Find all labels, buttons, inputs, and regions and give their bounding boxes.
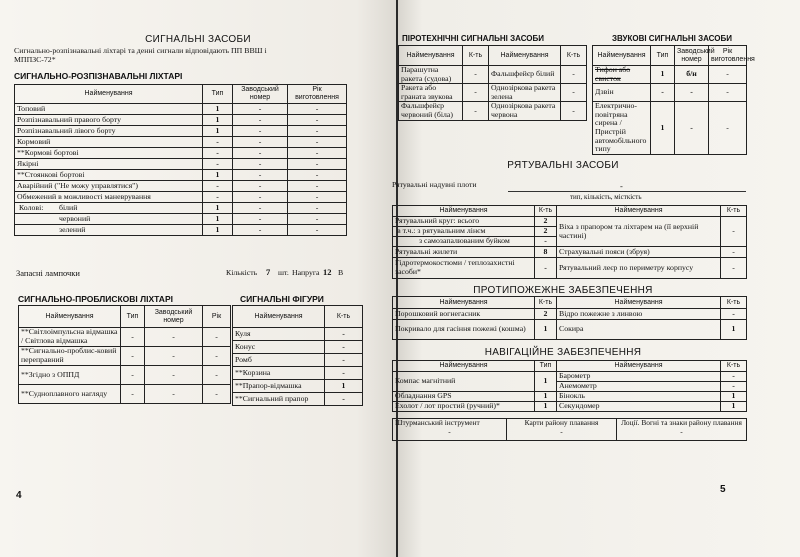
col-header: Найменування xyxy=(393,361,535,372)
col-header: Заводський номер xyxy=(145,306,203,328)
table-cell: в т.ч.: з рятувальним лінєм xyxy=(393,227,535,237)
left-page xyxy=(0,0,396,557)
pyro-heading: ПІРОТЕХНІЧНІ СИГНАЛЬНІ ЗАСОБИ xyxy=(402,34,545,43)
spare-label: Запасні лампочки xyxy=(16,268,80,278)
table-row xyxy=(399,102,587,120)
table-cell: Якірні xyxy=(15,159,203,170)
col-header: К-ть xyxy=(721,206,747,217)
table-cell: - xyxy=(709,66,747,84)
intro-text: Сигнально-розпізнавальні ліхтарі та денні сигнали відповідають ПП ВВШ і МППЗС-72* xyxy=(14,46,267,64)
table-cell: - xyxy=(145,328,203,347)
col-header: Рік виготовлення xyxy=(709,46,747,66)
table-cell: - xyxy=(288,137,347,148)
table-cell: з самозапалюваним буйком xyxy=(393,237,535,247)
table-cell: - xyxy=(561,84,587,102)
table-cell: Анемометр xyxy=(557,382,721,392)
spare-count-label: Кількість xyxy=(226,268,258,277)
table-cell: - xyxy=(288,192,347,203)
spare-unit: шт. xyxy=(278,268,289,277)
col-header: К-ть xyxy=(721,297,747,309)
table-cell: - xyxy=(325,393,363,406)
table-cell: **Сигнально-проблис-ковий переправний xyxy=(19,347,121,366)
table-row xyxy=(19,385,231,404)
table-cell xyxy=(15,225,203,236)
table-cell: 1 xyxy=(203,126,233,137)
table-cell: Секундомер xyxy=(557,402,721,412)
table-cell: - xyxy=(203,148,233,159)
table-cell: - xyxy=(288,170,347,181)
table-cell: Обмежений в можливості маневрування xyxy=(15,192,203,203)
figures-heading: СИГНАЛЬНІ ФІГУРИ xyxy=(240,294,324,304)
table-cell: Покривало для гасіння пожежі (кошма) xyxy=(393,320,535,340)
lights-table xyxy=(14,84,347,236)
table-row xyxy=(233,380,363,393)
table-cell: - xyxy=(145,366,203,385)
color-name: червоний xyxy=(59,213,91,223)
col-header: К-ть xyxy=(535,206,557,217)
col-header: К-ть xyxy=(721,361,747,372)
spare-count: 7 xyxy=(266,267,271,277)
table-cell: - xyxy=(233,126,288,137)
pyro-header-row xyxy=(399,46,587,66)
page-title: СИГНАЛЬНІ ЗАСОБИ xyxy=(145,34,251,45)
rescue-table xyxy=(392,205,747,279)
col-header: Найменування xyxy=(593,46,651,66)
table-cell: - xyxy=(721,372,747,382)
table-cell: 2 xyxy=(535,309,557,320)
table-row xyxy=(593,102,747,155)
table-cell: 2 xyxy=(535,227,557,237)
table-cell: **Сигнальний прапор xyxy=(233,393,325,406)
table-row xyxy=(399,84,587,102)
flash-heading: СИГНАЛЬНО-ПРОБЛИСКОВІ ЛІХТАРІ xyxy=(18,294,173,304)
table-cell: Ехолот / лот простий (ручний)* xyxy=(393,402,535,412)
table-cell: Ракета або граната звукова xyxy=(399,84,463,102)
table-cell: **Судноплавного нагляду xyxy=(19,385,121,404)
table-cell: 1 xyxy=(535,402,557,412)
table-cell: Кормовий xyxy=(15,137,203,148)
table-cell: Відро пожежне з линвою xyxy=(557,309,721,320)
nav-footer-label: Штурманський інструмент xyxy=(395,418,480,427)
table-cell: Віха з прапором та ліхтарем на (її верхній частині) xyxy=(557,217,721,247)
table-cell: - xyxy=(203,137,233,148)
table-cell: - xyxy=(233,181,288,192)
table-row xyxy=(393,247,747,258)
table-cell: Куля xyxy=(233,328,325,341)
table-row xyxy=(15,203,347,214)
table-cell: - xyxy=(288,181,347,192)
col-header: Заводський номер xyxy=(675,46,709,66)
col-header: Найменування xyxy=(393,206,535,217)
col-header: Найменування xyxy=(19,306,121,328)
table-row xyxy=(393,217,747,227)
table-row xyxy=(233,393,363,406)
table-cell: Ромб xyxy=(233,354,325,367)
table-cell: - xyxy=(675,102,709,155)
rafts-caption: тип, кількість, місткість xyxy=(570,193,642,201)
table-cell: - xyxy=(288,214,347,225)
table-cell: - xyxy=(121,328,145,347)
table-cell: Барометр xyxy=(557,372,721,382)
table-cell: - xyxy=(203,366,231,385)
table-cell: 1 xyxy=(325,380,363,393)
table-cell: - xyxy=(561,102,587,120)
table-cell: - xyxy=(233,137,288,148)
table-cell: Бінокль xyxy=(557,392,721,402)
voltage-unit: В xyxy=(338,268,344,277)
table-cell: - xyxy=(203,347,231,366)
rescue-header-row xyxy=(393,206,747,217)
table-cell: Однозіркова ракета зелена xyxy=(489,84,561,102)
table-cell: Обладнання GPS xyxy=(393,392,535,402)
col-header: Рік xyxy=(203,306,231,328)
table-row xyxy=(19,366,231,385)
nav-footer-value: - xyxy=(560,426,563,436)
lights-header-row xyxy=(15,85,347,104)
nav-footer-value: - xyxy=(448,426,451,436)
table-cell: - xyxy=(233,214,288,225)
col-header: Найменування xyxy=(557,297,721,309)
table-row xyxy=(393,402,747,412)
table-cell: - xyxy=(233,203,288,214)
table-row xyxy=(393,258,747,279)
table-cell: - xyxy=(535,237,557,247)
table-cell: **Згідно з ОППД xyxy=(19,366,121,385)
table-cell: - xyxy=(233,159,288,170)
table-cell: - xyxy=(288,159,347,170)
table-cell: - xyxy=(721,217,747,247)
table-cell: Розпізнавальний лівого борту xyxy=(15,126,203,137)
table-cell: - xyxy=(325,328,363,341)
table-cell: - xyxy=(288,148,347,159)
table-cell: - xyxy=(463,66,489,84)
table-cell: - xyxy=(203,159,233,170)
table-cell: б/н xyxy=(675,66,709,84)
table-row xyxy=(15,159,347,170)
fire-table xyxy=(392,296,747,340)
table-row xyxy=(15,214,347,225)
table-cell: - xyxy=(233,170,288,181)
nav-header-row xyxy=(393,361,747,372)
table-cell: - xyxy=(721,382,747,392)
table-cell: - xyxy=(121,385,145,404)
col-header: К-ть xyxy=(325,306,363,328)
rescue-heading: РЯТУВАЛЬНІ ЗАСОБИ xyxy=(507,160,619,171)
col-header: Тип xyxy=(651,46,675,66)
table-cell: Гідротермокостюми / теплозахистні засоби* xyxy=(393,258,535,279)
table-cell: - xyxy=(288,104,347,115)
table-cell: **Світлоімпульсна відмашка / Світлова відмашка xyxy=(19,328,121,347)
rafts-label: Рятувальні надувні плоти xyxy=(392,180,477,189)
table-cell: Рятувальний леєр по периметру корпусу xyxy=(557,258,721,279)
table-row xyxy=(15,225,347,236)
nav-footer-cell xyxy=(507,419,617,441)
table-row xyxy=(593,66,747,84)
table-cell: Електрично-повітряна сирена / Пристрій автомобільного типу xyxy=(593,102,651,155)
table-cell: 1 xyxy=(203,170,233,181)
col-header: Тип xyxy=(203,85,233,104)
table-cell: Розпізнавальний правого борту xyxy=(15,115,203,126)
table-cell: 1 xyxy=(535,320,557,340)
rafts-value: - xyxy=(620,181,623,191)
col-header: Найменування xyxy=(489,46,561,66)
sound-table xyxy=(592,45,755,155)
table-cell: - xyxy=(721,258,747,279)
page-number: 4 xyxy=(16,490,22,501)
table-cell: 1 xyxy=(203,203,233,214)
nav-footer-cell xyxy=(393,419,507,441)
table-cell xyxy=(15,214,203,225)
table-row xyxy=(15,137,347,148)
col-header: Тип xyxy=(121,306,145,328)
table-cell: Компас магнітний xyxy=(393,372,535,392)
table-cell: - xyxy=(721,247,747,258)
table-row xyxy=(233,341,363,354)
col-header: Найменування xyxy=(233,306,325,328)
col-header: Тип xyxy=(535,361,557,372)
table-cell: Парашутна ракета (судова) xyxy=(399,66,463,84)
table-cell: Дзвін xyxy=(593,84,651,102)
sound-heading: ЗВУКОВІ СИГНАЛЬНІ ЗАСОБИ xyxy=(612,34,732,43)
table-row xyxy=(15,104,347,115)
table-cell: - xyxy=(561,66,587,84)
fire-header-row xyxy=(393,297,747,309)
table-cell: - xyxy=(233,104,288,115)
colors-label: Колові: xyxy=(19,202,44,212)
table-row xyxy=(393,372,747,382)
table-cell: 1 xyxy=(203,225,233,236)
table-cell: - xyxy=(233,225,288,236)
col-header: Рік виготовлення xyxy=(288,85,347,104)
table-row xyxy=(233,367,363,380)
nav-footer-label: Лоції. Вогні та знаки району плавання xyxy=(621,418,742,427)
table-cell: - xyxy=(463,102,489,120)
table-cell: Однозіркова ракета червона xyxy=(489,102,561,120)
table-cell xyxy=(15,203,203,214)
table-cell: Конус xyxy=(233,341,325,354)
table-cell: - xyxy=(288,115,347,126)
table-cell: 1 xyxy=(721,402,747,412)
table-cell: - xyxy=(121,347,145,366)
table-cell: - xyxy=(709,102,747,155)
pyro-table xyxy=(398,45,587,121)
table-row xyxy=(393,320,747,340)
nav-footer-cell xyxy=(617,419,747,441)
table-cell: - xyxy=(233,115,288,126)
col-header: К-ть xyxy=(463,46,489,66)
table-cell: 8 xyxy=(535,247,557,258)
sound-header-row xyxy=(593,46,747,66)
table-cell: - xyxy=(651,84,675,102)
table-row xyxy=(19,347,231,366)
table-cell: **Прапор-відмашка xyxy=(233,380,325,393)
nav-heading: НАВІГАЦІЙНЕ ЗАБЕЗПЕЧЕННЯ xyxy=(484,347,642,358)
table-cell: **Стоянкові бортові xyxy=(15,170,203,181)
figures-table xyxy=(232,305,363,406)
col-header: Найменування xyxy=(15,85,203,104)
nav-footer-value: - xyxy=(680,426,683,436)
flash-table xyxy=(18,305,231,404)
table-cell: - xyxy=(203,328,231,347)
right-page xyxy=(392,0,800,557)
figures-header-row xyxy=(233,306,363,328)
voltage-value: 12 xyxy=(323,267,332,277)
table-cell: Аварійний ("Не можу управлятися") xyxy=(15,181,203,192)
table-row xyxy=(15,115,347,126)
table-cell: 1 xyxy=(203,104,233,115)
table-row xyxy=(19,328,231,347)
table-cell: - xyxy=(709,84,747,102)
table-cell: - xyxy=(145,385,203,404)
table-cell: **Корзина xyxy=(233,367,325,380)
table-cell: 1 xyxy=(721,392,747,402)
table-cell: Рятувальний круг: всього xyxy=(393,217,535,227)
table-cell: - xyxy=(463,84,489,102)
color-name: зелений xyxy=(59,224,86,234)
table-cell: Фальшфейєр червоний (біла) xyxy=(399,102,463,120)
table-cell: - xyxy=(233,148,288,159)
table-row xyxy=(393,309,747,320)
table-row xyxy=(233,354,363,367)
table-row xyxy=(593,84,747,102)
col-header: К-ть xyxy=(561,46,587,66)
col-header: Найменування xyxy=(557,361,721,372)
table-cell: - xyxy=(203,181,233,192)
table-row xyxy=(15,148,347,159)
color-name: білий xyxy=(59,202,78,212)
table-row xyxy=(399,66,587,84)
nav-footer-row xyxy=(393,419,747,441)
table-cell: 1 xyxy=(651,66,675,84)
table-cell: - xyxy=(203,385,231,404)
page-number: 5 xyxy=(720,484,726,495)
table-cell: - xyxy=(675,84,709,102)
table-cell: Порошковий вогнегасник xyxy=(393,309,535,320)
table-cell: - xyxy=(203,192,233,203)
table-cell: 1 xyxy=(203,214,233,225)
table-cell: 2 xyxy=(535,217,557,227)
table-cell: 1 xyxy=(535,372,557,392)
table-cell: 1 xyxy=(535,392,557,402)
table-row xyxy=(15,126,347,137)
lights-heading: СИГНАЛЬНО-РОЗПІЗНАВАЛЬНІ ЛІХТАРІ xyxy=(14,71,183,81)
table-row xyxy=(15,170,347,181)
table-cell: Сокира xyxy=(557,320,721,340)
col-header: Найменування xyxy=(399,46,463,66)
rafts-line xyxy=(508,191,746,192)
table-cell: Страхувальні пояси (збруя) xyxy=(557,247,721,258)
table-cell: - xyxy=(121,366,145,385)
table-cell: - xyxy=(288,126,347,137)
col-header: К-ть xyxy=(535,297,557,309)
col-header: Заводський номер xyxy=(233,85,288,104)
table-cell: Топовий xyxy=(15,104,203,115)
table-cell: - xyxy=(535,258,557,279)
table-row xyxy=(15,192,347,203)
table-cell: Рятувальні жилети xyxy=(393,247,535,258)
col-header: Найменування xyxy=(557,206,721,217)
table-cell: Тифон або свисток xyxy=(593,66,651,84)
table-cell: - xyxy=(325,354,363,367)
table-row xyxy=(15,181,347,192)
table-cell: - xyxy=(325,367,363,380)
table-cell: Фальшфейєр білий xyxy=(489,66,561,84)
table-cell: 1 xyxy=(651,102,675,155)
table-cell: - xyxy=(721,309,747,320)
table-cell: 1 xyxy=(203,115,233,126)
table-cell: - xyxy=(325,341,363,354)
nav-footer-table xyxy=(392,418,747,441)
table-row xyxy=(393,392,747,402)
voltage-label: Напруга xyxy=(292,268,320,277)
col-header: Найменування xyxy=(393,297,535,309)
table-cell: - xyxy=(288,225,347,236)
fire-heading: ПРОТИПОЖЕЖНЕ ЗАБЕЗПЕЧЕННЯ xyxy=(473,285,653,296)
table-cell: - xyxy=(145,347,203,366)
nav-footer-label: Карти району плавання xyxy=(524,418,599,427)
table-cell: **Кормові бортові xyxy=(15,148,203,159)
table-cell: - xyxy=(233,192,288,203)
flash-header-row xyxy=(19,306,231,328)
table-row xyxy=(233,328,363,341)
nav-table xyxy=(392,360,747,412)
table-cell: - xyxy=(288,203,347,214)
table-cell: 1 xyxy=(721,320,747,340)
